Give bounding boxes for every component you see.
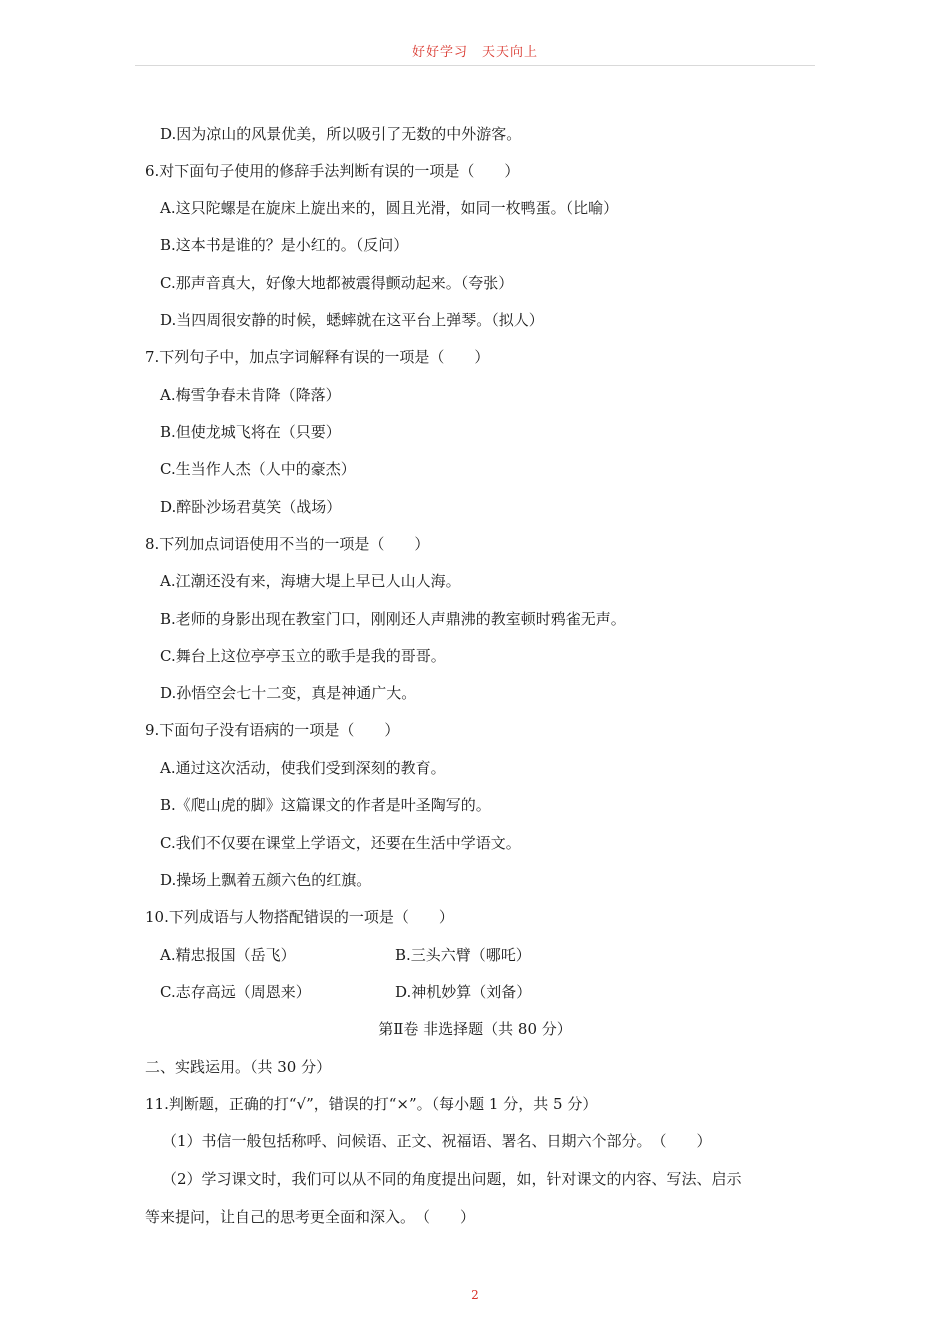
q7-stem: 7.下列句子中，加点字词解释有误的一项是（ ） <box>145 348 490 366</box>
q10-option-a: A.精忠报国（岳飞） <box>160 946 296 964</box>
q6-option-a: A.这只陀螺是在旋床上旋出来的，圆且光滑，如同一枚鸭蛋。（比喻） <box>160 199 619 217</box>
q5-option-d: D.因为凉山的风景优美，所以吸引了无数的中外游客。 <box>160 125 522 143</box>
q9-option-b: B.《爬山虎的脚》这篇课文的作者是叶圣陶写的。 <box>160 796 491 814</box>
header-divider <box>135 65 815 66</box>
part2-title: 第Ⅱ卷 非选择题（共 80 分） <box>378 1020 572 1038</box>
q6-option-c: C.那声音真大，好像大地都被震得颤动起来。（夸张） <box>160 274 514 292</box>
q9-option-d: D.操场上飘着五颜六色的红旗。 <box>160 871 372 889</box>
q10-option-b: B.三头六臂（哪吒） <box>395 946 531 964</box>
page-header-motto: 好好学习 天天向上 <box>411 45 538 60</box>
q8-option-a: A.江潮还没有来，海塘大堤上早已人山人海。 <box>160 572 461 590</box>
q7-option-d: D.醉卧沙场君莫笑（战场） <box>160 498 342 516</box>
q11-item-2-line-1: （2）学习课文时，我们可以从不同的角度提出问题，如，针对课文的内容、写法、启示 <box>162 1170 742 1188</box>
q11-stem: 11.判断题，正确的打“√”，错误的打“×”。（每小题 1 分，共 5 分） <box>145 1095 598 1113</box>
q8-option-b: B.老师的身影出现在教室门口，刚刚还人声鼎沸的教室顿时鸦雀无声。 <box>160 610 626 628</box>
q10-option-c: C.志存高远（周恩来） <box>160 983 311 1001</box>
q11-item-2-line-2: 等来提问，让自己的思考更全面和深入。 （ ） <box>145 1208 476 1226</box>
q6-option-b: B.这本书是谁的？是小红的。（反问） <box>160 236 409 254</box>
q6-stem: 6.对下面句子使用的修辞手法判断有误的一项是（ ） <box>145 162 520 180</box>
q8-stem: 8.下列加点词语使用不当的一项是（ ） <box>145 535 430 553</box>
q11-item-1: （1）书信一般包括称呼、问候语、正文、祝福语、署名、日期六个部分。 （ ） <box>162 1132 712 1150</box>
q6-option-d: D.当四周很安静的时候，蟋蟀就在这平台上弹琴。（拟人） <box>160 311 544 329</box>
q9-option-a: A.通过这次活动，使我们受到深刻的教育。 <box>160 759 446 777</box>
page-number: 2 <box>471 1288 479 1302</box>
q7-option-a: A.梅雪争春未肯降（降落） <box>160 386 341 404</box>
q9-option-c: C.我们不仅要在课堂上学语文，还要在生活中学语文。 <box>160 834 521 852</box>
q7-option-b: B.但使龙城飞将在（只要） <box>160 423 341 441</box>
q10-stem: 10.下列成语与人物搭配错误的一项是（ ） <box>145 908 454 926</box>
q8-option-d: D.孙悟空会七十二变，真是神通广大。 <box>160 684 417 702</box>
section-heading: 二、实践运用。（共 30 分） <box>145 1058 332 1076</box>
q7-option-c: C.生当作人杰（人中的豪杰） <box>160 460 356 478</box>
q10-option-d: D.神机妙算（刘备） <box>395 983 532 1001</box>
q9-stem: 9.下面句子没有语病的一项是（ ） <box>145 721 400 739</box>
q8-option-c: C.舞台上这位亭亭玉立的歌手是我的哥哥。 <box>160 647 446 665</box>
